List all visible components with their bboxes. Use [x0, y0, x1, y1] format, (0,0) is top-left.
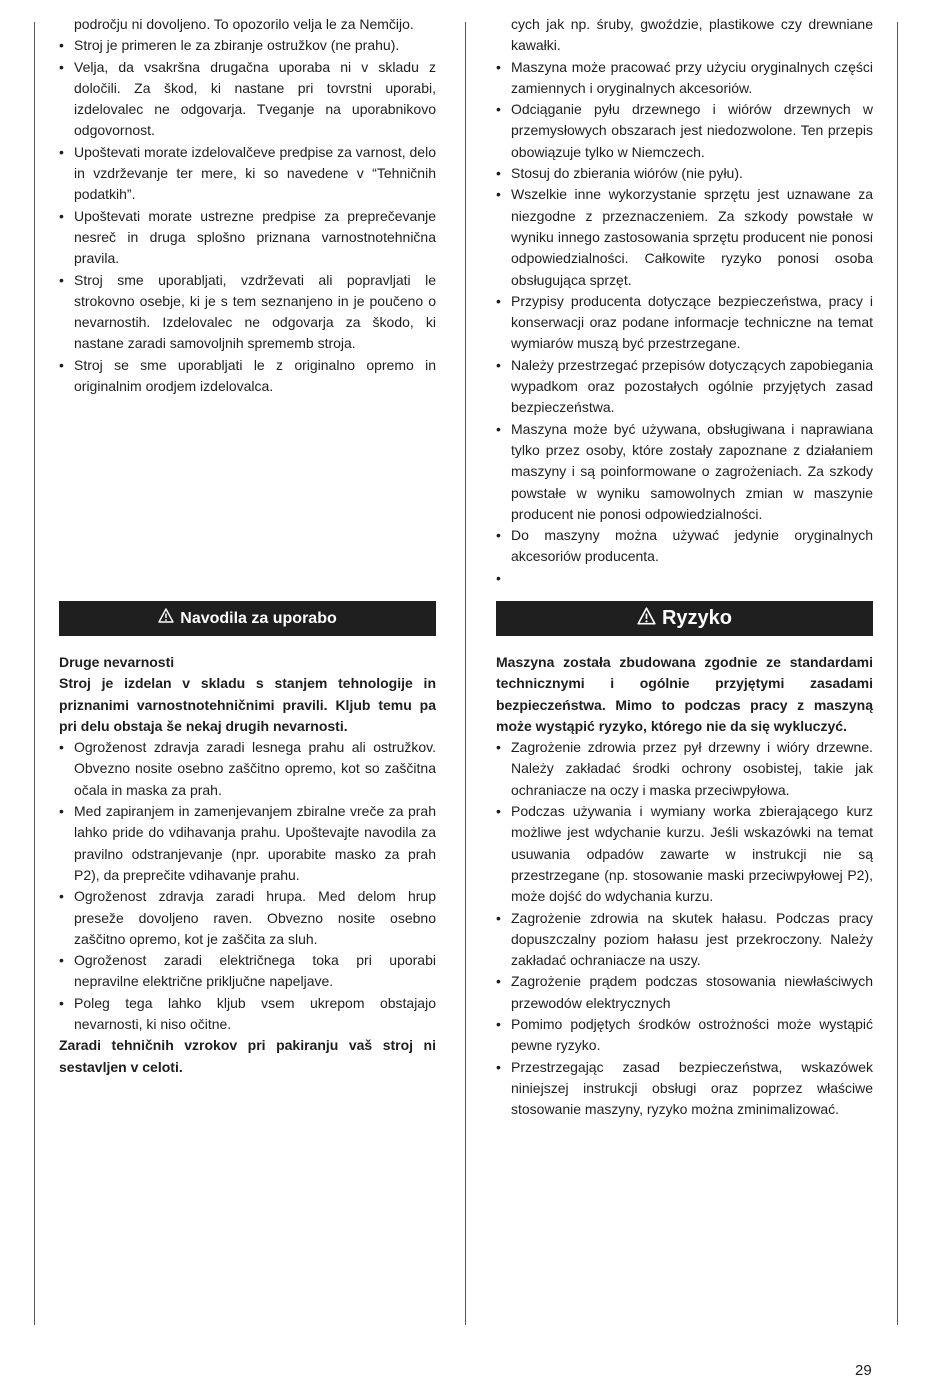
left-continuation-text: področju ni dovoljeno. To opozorilo velja le za Nemčijo.: [74, 16, 414, 32]
list-item: • Stroj se sme uporabljati le z originalno opremo in originalnim orodjem izdelovalca.: [59, 355, 436, 398]
list-item: • Odciąganie pyłu drzewnego i wiórów drzewnych w przemysłowych obszarach jest niedozwolone. Ten przepis obowiązuje tylko w Niemczech.: [496, 99, 873, 163]
right-continuation-text: cych jak np. śruby, gwoździe, plastikowe czy drewniane kawałki.: [511, 16, 873, 54]
list-item: • Upoštevati morate ustrezne predpise za preprečevanje nesreč in druga splošno priznana varnostnotehnična pravila.: [59, 206, 436, 270]
list-item: • Upoštevati morate izdelovalčeve predpise za varnost, delo in vzdrževanje ter mere, ki so navedene v “Tehničnih podatkih”.: [59, 142, 436, 206]
list-item: • Podczas używania i wymiany worka zbierającego kurz możliwe jest wdychanie kurzu. Jeśli wskazówki na temat usuwania odpadów zawarte w instrukcji nie są przestrzegane (np. stosowanie maski przeciwpyłowej P2), może dojść do wdychania kurzu.: [496, 801, 873, 907]
list-item: • Przypisy producenta dotyczące bezpieczeństwa, pracy i konserwacji oraz podane informacje techniczne na temat wymiarów muszą być przestrzegane.: [496, 291, 873, 355]
right-top-list: [496, 57, 873, 589]
left-section-list: [59, 737, 436, 1035]
section-intro: Maszyna została zbudowana zgodnie ze standardami technicznymi i ogólnie przyjętymi zasadami bezpieczeństwa. Mimo to podczas pracy z maszyną może wystąpić ryzyko, którego nie da się wykluczyć.: [496, 654, 873, 734]
list-item: • Maszyna może pracować przy użyciu oryginalnych części zamiennych i oryginalnych akcesoriów.: [496, 57, 873, 100]
list-item: • Pomimo podjętych środków ostrożności może wystąpić pewne ryzyko.: [496, 1014, 873, 1057]
list-item: • Ogroženost zaradi električnega toka pri uporabi nepravilne električne priključne napeljave.: [59, 950, 436, 993]
list-item: • Zagrożenie zdrowia przez pył drzewny i wióry drzewne. Należy zakładać środki ochrony osobistej, takie jak ochraniacze na oczy i maska przeciwpyłowa.: [496, 737, 873, 801]
page-number: 29: [855, 1362, 872, 1379]
list-item: • Zagrożenie zdrowia na skutek hałasu. Podczas pracy dopuszczalny poziom hałasu jest przekroczony. Należy zakładać ochraniacze na uszy.: [496, 908, 873, 972]
list-item: • Wszelkie inne wykorzystanie sprzętu jest uznawane za niezgodne z przeznaczeniem. Za szkody powstałe w wyniku innego zastosowania sprzętu producent nie ponosi odpowiedzialności. Całkowite ryzyko ponosi osoba obsługująca sprzęt.: [496, 184, 873, 290]
list-item: • Poleg tega lahko kljub vsem ukrepom obstajajo nevarnosti, ki niso očitne.: [59, 993, 436, 1036]
list-item: • Ogroženost zdravja zaradi hrupa. Med delom hrup preseže dovoljeno raven. Obvezno nosite osebno zaščitno opremo, kot je zaščita za sluh.: [59, 886, 436, 950]
list-item: • Należy przestrzegać przepisów dotyczących zapobiegania wypadkom oraz pozostałych ogólnie przyjętych zasad bezpieczeństwa.: [496, 355, 873, 419]
section-title: Ryzyko: [661, 606, 733, 629]
list-item: • Stroj sme uporabljati, vzdrževati ali popravljati le strokovno osebje, ki je s tem seznanjeno in je poučeno o nevarnostih. Izdelovalec ne odgovarja za škodo, ki nastane zaradi samovoljnih sprememb stroja.: [59, 270, 436, 355]
left-top-list: [59, 35, 436, 397]
list-item: • Stroj je primeren le za zbiranje ostružkov (ne prahu).: [59, 35, 436, 56]
right-section-body: [496, 652, 873, 1121]
list-item: • Velja, da vsakršna drugačna uporaba ni v skladu z določili. Za škod, ki nastane pri tovrstni uporabi, izdelovalec ne odgovarja. Tveganje na uporabnikovo odgovornost.: [59, 57, 436, 142]
list-item: • Do maszyny można używać jedynie oryginalnych akcesoriów producenta.: [496, 525, 873, 568]
section-title: Navodila za uporabo: [180, 609, 337, 627]
list-item: • Przestrzegając zasad bezpieczeństwa, wskazówek niniejszej instrukcji obsługi oraz poprzez właściwe stosowanie maszyny, ryzyko można zminimalizować.: [496, 1057, 873, 1121]
list-item: • Med zapiranjem in zamenjevanjem zbiralne vreče za prah lahko pride do vdihavanja prahu. Upoštevajte navodila za pravilno odstranjevanje (npr. uporabite masko za prah P2), da preprečite vdihavanje prahu.: [59, 801, 436, 886]
section-header-ryzyko: [496, 601, 873, 636]
warning-triangle-icon: [158, 608, 174, 629]
column-divider-rule: [465, 22, 466, 1325]
right-section-list: [496, 737, 873, 1120]
list-item: • Maszyna może być używana, obsługiwana i naprawiana tylko przez osoby, które zostały zapoznane z działaniem maszyny i są poinformowane o zagrożeniach. Za szkody powstałe w wyniku samowolnych zmian w maszynie producent nie ponosi odpowiedzialności.: [496, 419, 873, 525]
right-margin-rule: [897, 22, 898, 1325]
left-top-block: [59, 14, 436, 397]
section-closing: Zaradi tehničnih vzrokov pri pakiranju vaš stroj ni sestavljen v celoti.: [59, 1037, 436, 1075]
list-item-empty: [496, 568, 873, 589]
section-intro: Stroj je izdelan v skladu s stanjem tehnologije in priznanimi varnostnotehničnimi pravili. Kljub temu pa pri delu obstaja še nekaj drugih nevarnosti.: [59, 675, 436, 734]
left-margin-rule: [34, 22, 35, 1325]
warning-triangle-icon: [637, 607, 656, 630]
list-item: • Zagrożenie prądem podczas stosowania niewłaściwych przewodów elektrycznych: [496, 971, 873, 1014]
section-header-navodila: [59, 601, 436, 636]
section-subtitle: Druge nevarnosti: [59, 654, 175, 670]
list-item: • Stosuj do zbierania wiórów (nie pyłu).: [496, 163, 873, 184]
right-top-block: [496, 14, 873, 589]
list-item: • Ogroženost zdravja zaradi lesnega prahu ali ostružkov. Obvezno nosite osebno zaščitno opremo, kot so zaščitna očala in maska za prah.: [59, 737, 436, 801]
left-section-body: [59, 652, 436, 1078]
